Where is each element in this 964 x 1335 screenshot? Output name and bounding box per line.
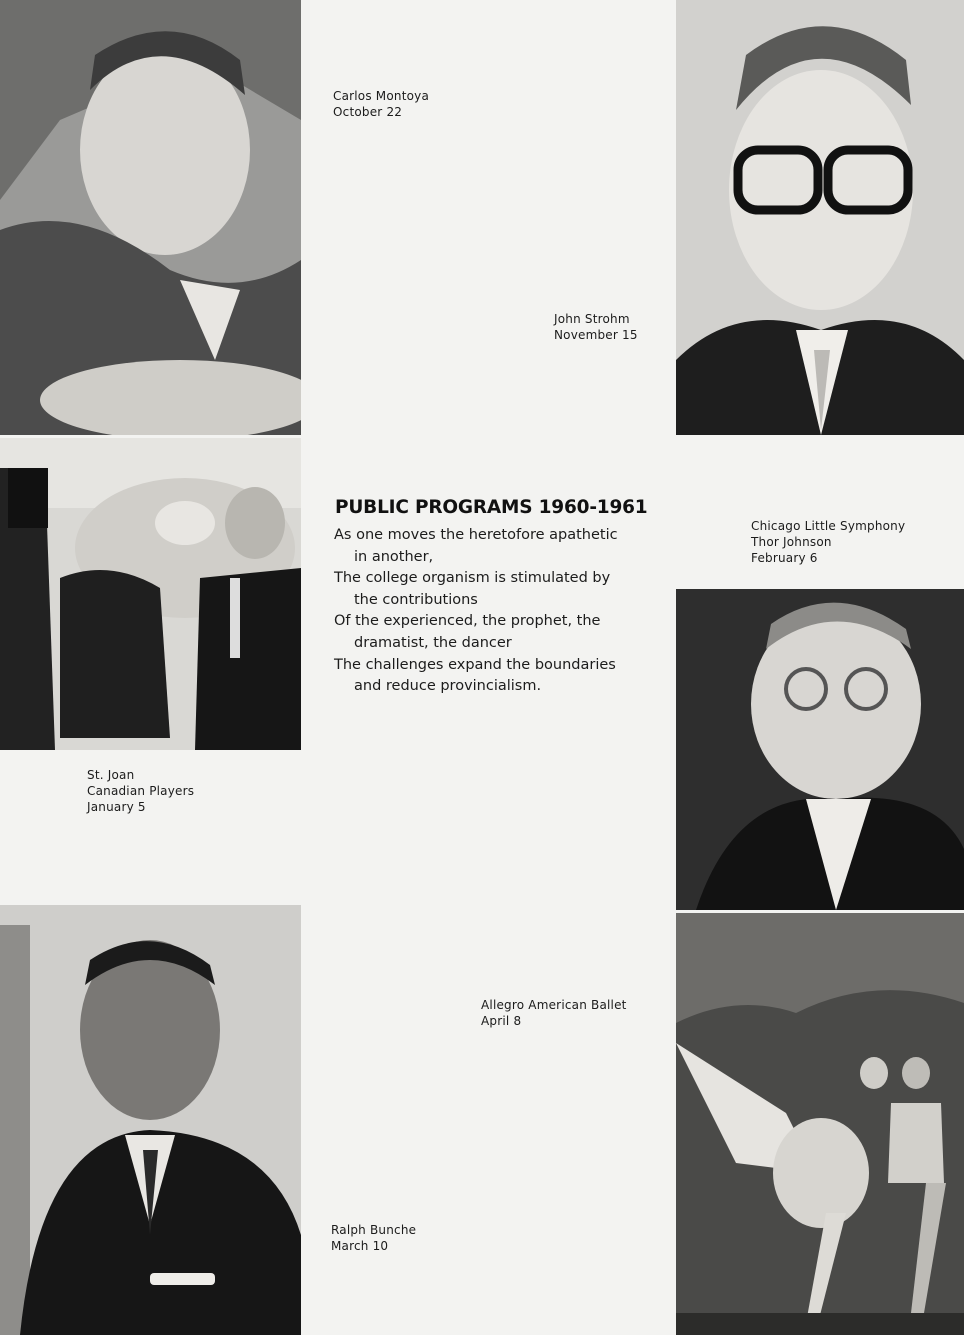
caption-date: April 8 [481,1014,522,1028]
caption-name: Carlos Montoya [333,89,430,103]
caption-chicago-little-symphony [751,518,905,566]
poem-line: As one moves the heretofore apathetic [334,527,618,543]
caption-date: November 15 [554,328,638,342]
caption-name: John Strohm [554,312,630,326]
photo-allegro-american-ballet [676,913,964,1335]
caption-john-strohm [554,311,638,343]
poem-line: The college organism is stimulated by [334,570,611,587]
caption-carlos-montoya [333,88,429,120]
caption-name: Allegro American Ballet [481,998,627,1012]
page-title: PUBLIC PROGRAMS 1960-1961 [335,497,648,518]
caption-name: Chicago Little Symphony [751,519,906,533]
photo-ralph-bunche [0,905,301,1335]
caption-date: October 22 [333,105,403,119]
photo-st-joan [0,438,301,750]
caption-company: Canadian Players [87,784,195,798]
caption-st-joan [87,767,194,815]
caption-conductor: Thor Johnson [751,535,832,549]
caption-date: January 5 [87,800,146,814]
photo-chicago-little-symphony [676,589,964,910]
caption-name: Ralph Bunche [331,1223,417,1237]
poem-line: Of the experienced, the prophet, the [334,613,601,630]
caption-allegro-american-ballet [481,997,627,1029]
poem-line: and reduce provincialism. [354,678,542,695]
photo-carlos-montoya [0,0,301,435]
caption-ralph-bunche [331,1222,416,1254]
poem-text [334,525,646,698]
poem-line: the contributions [354,591,478,608]
caption-name: St. Joan [87,768,135,782]
caption-date: March 10 [331,1239,389,1253]
caption-date: February 6 [751,551,818,565]
poem-line: dramatist, the dancer [354,634,512,651]
poem-line: in another, [354,548,434,565]
poem-line: The challenges expand the boundaries [334,656,616,673]
photo-john-strohm [676,0,964,435]
